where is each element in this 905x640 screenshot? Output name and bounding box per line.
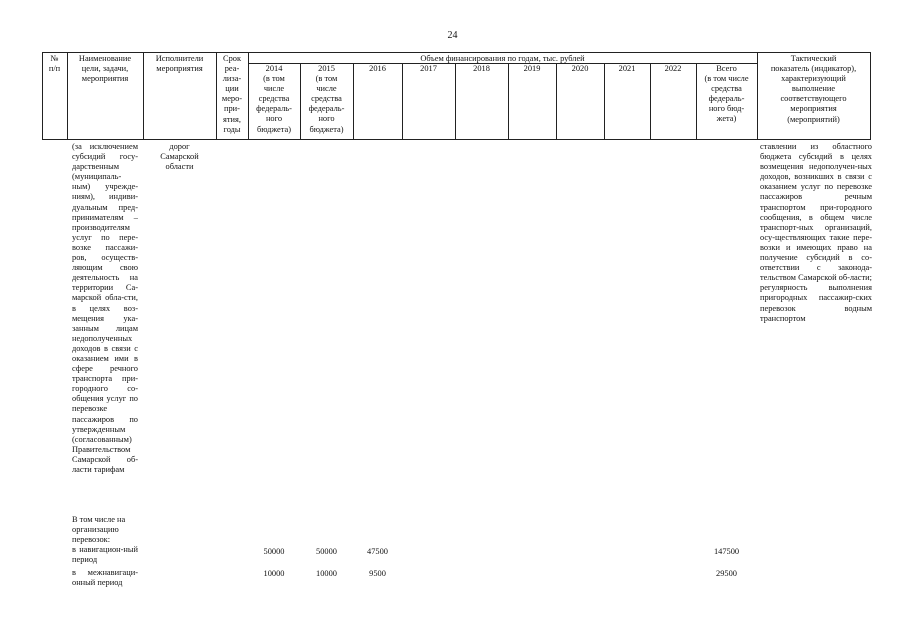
header-year-2015: 2015 (в том числе средства федераль- ного бюджета)	[308, 64, 345, 134]
value-2014-off-navigation: 10000	[263, 569, 285, 578]
value-total-off-navigation: 29500	[716, 569, 737, 578]
header-total: Всего (в том числе средства федераль- ного бюд- жета)	[704, 64, 749, 124]
header-year-2017: 2017	[420, 64, 437, 73]
including-label: В том числе на организацию перевозок:	[72, 515, 126, 545]
indicator-cell-text: ставлении из областного бюджета субсидий в целях возмещения недополучен-ных доходов, возникших в связи с оказанием услуг по перевозке пассажиров речным транспортом при-городного сообщения, в общем числе транспорт-ных организаций, осу-ществляющих такие пере-возки и имеющих право на получение субсидий в со-ответствии с законода-тельством Самарской об-ласти; регулярность выполнения пригородных пассажир-ских перевозок водным транспортом	[760, 142, 872, 323]
header-number: № п/п	[48, 54, 61, 74]
header-executors: Исполнители мероприятия	[155, 54, 204, 74]
header-name: Наименование цели, задачи, мероприятия	[78, 54, 132, 84]
value-2016-off-navigation: 9500	[369, 569, 386, 578]
header-funding: Объем финансирования по годам, тыс. рублей	[420, 54, 585, 63]
header-indicator: Тактический показатель (индикатор), характеризующий выполнение соответствующего мероприятия (мероприятий)	[770, 54, 857, 124]
header-year-2021: 2021	[618, 64, 636, 73]
header-year-2018: 2018	[473, 64, 490, 73]
value-2014-navigation: 50000	[263, 547, 285, 556]
header-term: Срок реа- лиза- ции меро- при- ятия, годы	[221, 54, 243, 134]
value-2016-navigation: 47500	[367, 547, 388, 556]
header-year-2020: 2020	[571, 64, 589, 73]
header-year-2019: 2019	[523, 64, 541, 73]
header-year-2014: 2014 (в том числе средства федераль- ного бюджета)	[256, 64, 292, 134]
page-number: 24	[447, 30, 458, 41]
value-total-navigation: 147500	[713, 547, 740, 556]
row-label-off-navigation: в межнавигаци-онный период	[72, 568, 138, 588]
value-2015-navigation: 50000	[316, 547, 337, 556]
executor-cell-text: дорог Самарской области	[160, 142, 199, 172]
header-year-2016: 2016	[369, 64, 386, 73]
value-2015-off-navigation: 10000	[316, 569, 337, 578]
row-label-navigation: в навигацион-ный период	[72, 545, 138, 565]
header-year-2022: 2022	[664, 64, 682, 73]
name-cell-text: (за исключением субсидий госу-дарственным (муниципаль-ным) учрежде-ниям), индиви-дуальным пред-принимателям – производителям услуг по пере-возке пассажи-ров, осуществ-ляющим свою деятельность на территории Са-марской обла-сти, в целях воз-мещения ука-занным лицам недополученных доходов в связи с оказанием ими в сфере речного транспорта при-городного со-общения услуг по перевозке пассажиров по утвержденным (согласованным) Правительством Самарской об-ласти тарифам	[72, 142, 138, 474]
